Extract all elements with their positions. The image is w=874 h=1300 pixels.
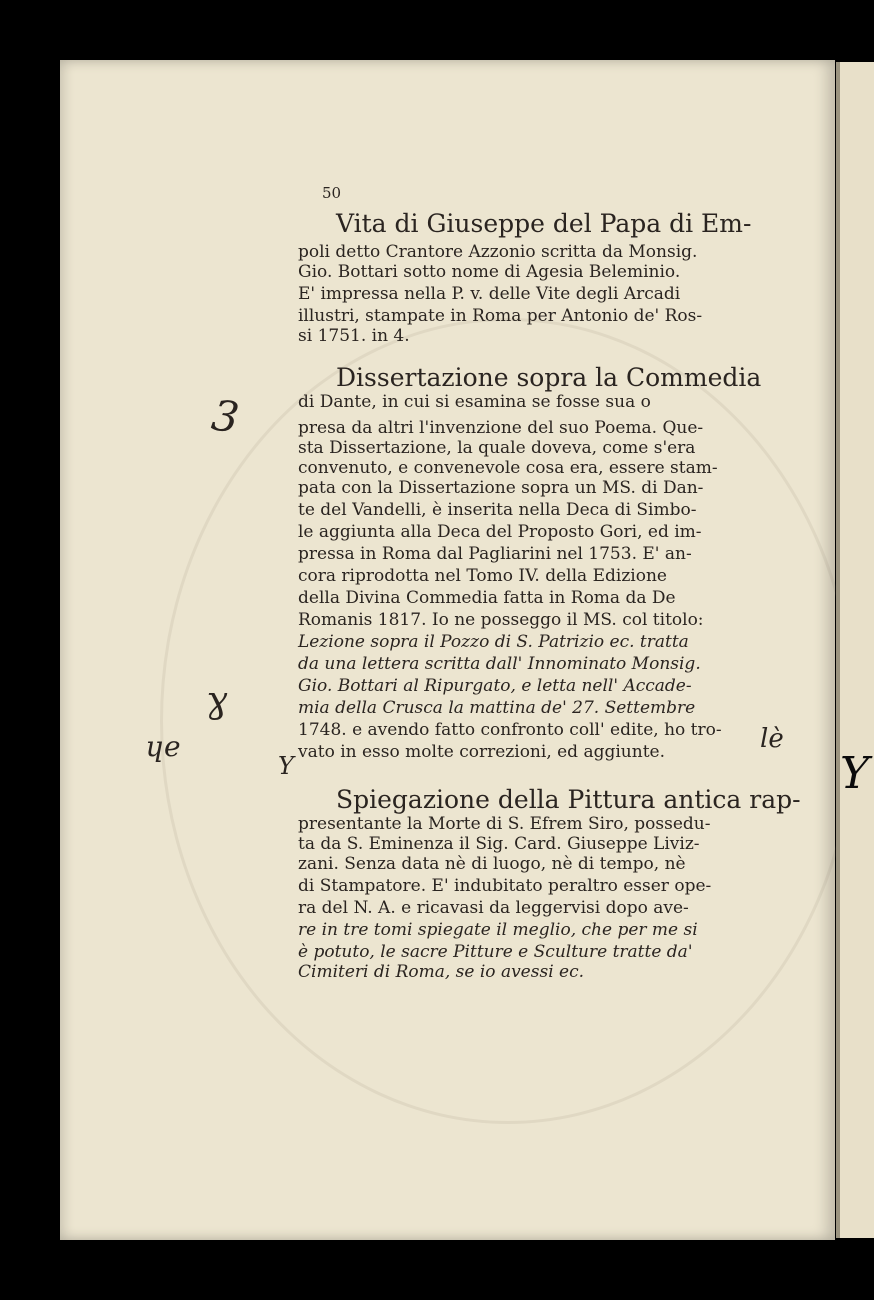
text-line: 1748. e avendo fatto confronto coll' edite, ho tro- <box>298 720 722 740</box>
text-line: Gio. Bottari sotto nome di Agesia Beleminio. <box>298 262 681 282</box>
text-line: presa da altri l'invenzione del suo Poema. Que- <box>298 418 704 438</box>
text-line: Lezione sopra il Pozzo di S. Patrizio ec. tratta <box>298 632 689 652</box>
text-line: è potuto, le sacre Pitture e Sculture tratte da' <box>298 942 693 962</box>
text-line: Gio. Bottari al Ripurgato, e letta nell' Accade- <box>298 676 692 696</box>
margin-note-right: lè <box>760 724 784 754</box>
text-line: ta da S. Eminenza il Sig. Card. Giuseppe Liviz- <box>298 834 700 854</box>
text-line: vato in esso molte correzioni, ed aggiunte. <box>298 742 666 762</box>
facing-page-edge <box>836 62 874 1238</box>
text-line: della Divina Commedia fatta in Roma da De <box>298 588 676 608</box>
text-line: poli detto Crantore Azzonio scritta da Monsig. <box>298 242 698 262</box>
text-line: cora riprodotta nel Tomo IV. della Edizione <box>298 566 667 586</box>
text-line: illustri, stampate in Roma per Antonio de' Ros- <box>298 306 703 326</box>
text-line: E' impressa nella P. v. delle Vite degli Arcadi <box>298 284 681 304</box>
text-line: le aggiunta alla Deca del Proposto Gori, ed im- <box>298 522 702 542</box>
text-line: Cimiteri di Roma, se io avessi ec. <box>298 962 585 982</box>
margin-note-left: ɥe <box>146 730 181 763</box>
text-line: Spiegazione della Pittura antica rap- <box>336 785 801 814</box>
text-line: Vita di Giuseppe del Papa di Em- <box>336 209 752 238</box>
text-line: Romanis 1817. Io ne posseggo il MS. col titolo: <box>298 610 704 630</box>
text-line: presentante la Morte di S. Efrem Siro, possedu- <box>298 814 711 834</box>
text-line: Dissertazione sopra la Commedia <box>336 363 762 392</box>
text-line: pata con la Dissertazione sopra un MS. di Dan- <box>298 478 704 498</box>
text-line: pressa in Roma dal Pagliarini nel 1753. E' an- <box>298 544 692 564</box>
text-line: te del Vandelli, è inserita nella Deca di Simbo- <box>298 500 697 520</box>
margin-note-mark: ɣ <box>206 680 228 721</box>
text-line: mia della Crusca la mattina de' 27. Settembre <box>298 698 696 718</box>
text-line: da una lettera scritta dall' Innominato Monsig. <box>298 654 701 674</box>
text-line: zani. Senza data nè di luogo, nè di tempo, nè <box>298 854 686 874</box>
margin-note-insert: Y <box>278 752 294 780</box>
text-line: convenuto, e convenevole cosa era, essere stam- <box>298 458 718 478</box>
margin-note-facing: Y <box>840 748 870 799</box>
text-line: ra del N. A. e ricavasi da leggervisi dopo ave- <box>298 898 689 918</box>
text-line: si 1751. in 4. <box>298 326 410 346</box>
page-gutter <box>836 62 840 1238</box>
text-line: re in tre tomi spiegate il meglio, che per me si <box>298 920 698 940</box>
text-line: sta Dissertazione, la quale doveva, come s'era <box>298 438 696 458</box>
page-number: 50 <box>322 184 342 202</box>
margin-note-3: 3 <box>208 390 243 443</box>
text-line: di Dante, in cui si esamina se fosse sua o <box>298 392 651 412</box>
text-line: di Stampatore. E' indubitato peraltro esser ope- <box>298 876 712 896</box>
